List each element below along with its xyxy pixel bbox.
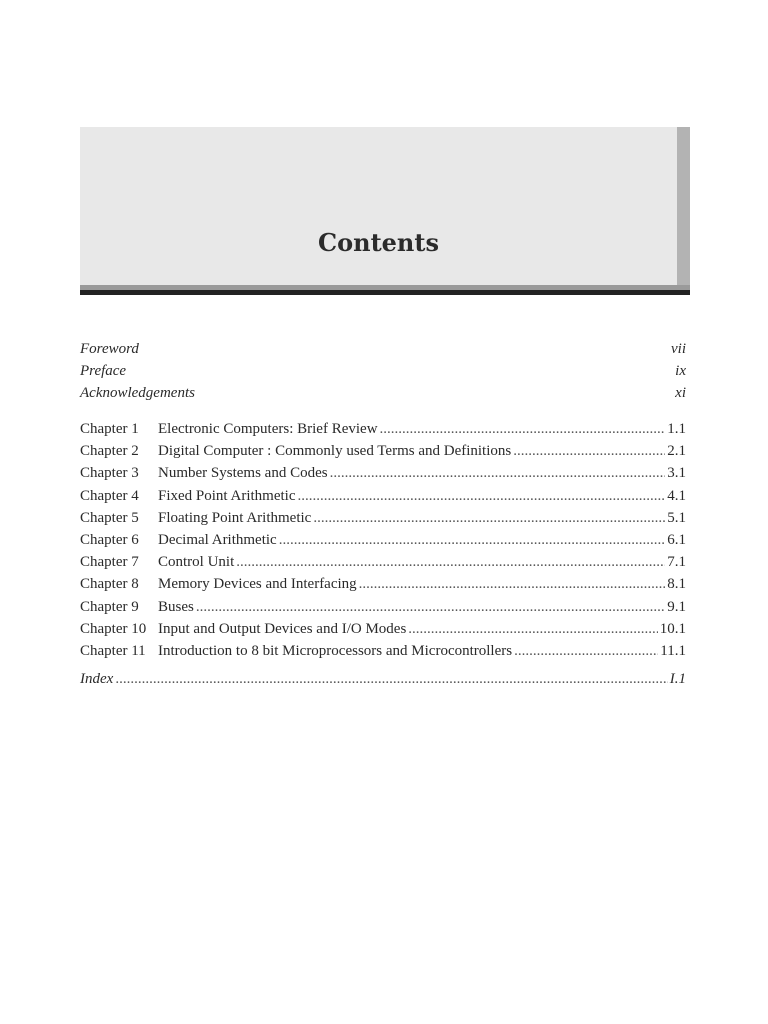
chapter-number: Chapter 1 [80,421,139,437]
dot-leader [115,668,667,690]
chapter-title: Memory Devices and Interfacing [158,576,357,593]
chapter-number: Chapter 4 [80,487,139,504]
toc-entry-chapter-7[interactable] [80,551,686,573]
toc-entry-chapter-9[interactable] [80,596,686,618]
chapter-page: 1.1 [667,421,686,437]
entry-page: xi [675,385,686,401]
toc-entry-chapter-2[interactable] [80,440,686,462]
toc-entry-chapter-4[interactable] [80,485,686,507]
dot-leader [359,573,666,595]
chapter-title: Fixed Point Arithmetic [158,487,296,504]
chapter-title: Number Systems and Codes [158,465,328,482]
dot-leader [313,507,665,529]
index-page: I.1 [669,671,686,687]
toc-entry-chapter-8[interactable] [80,573,686,595]
chapter-title: Electronic Computers: Brief Review [158,421,378,437]
chapter-number: Chapter 7 [80,554,139,571]
toc-entry-acknowledgements[interactable] [80,382,686,404]
chapter-number: Chapter 3 [80,465,139,482]
chapter-page: 2.1 [667,443,686,460]
dot-leader [279,529,666,551]
header-box-shadow [677,127,690,285]
chapter-title: Introduction to 8 bit Microprocessors and Microcontrollers [158,642,513,659]
chapter-page: 5.1 [667,509,686,526]
dot-leader [330,462,666,484]
chapter-title: Decimal Arithmetic [158,531,277,548]
toc-entry-chapter-1[interactable] [80,418,686,440]
chapter-page: 10.1 [659,620,686,637]
chapter-title: Digital Computer : Commonly used Terms and Definitions [158,443,512,460]
chapter-page: 8.1 [667,576,686,593]
chapter-page: 6.1 [667,531,686,548]
index-label: Index [80,671,114,687]
chapter-title: Input and Output Devices and I/O Modes [158,620,407,637]
toc-entry-chapter-3[interactable] [80,462,686,484]
dot-leader [408,618,657,640]
toc-entry-foreword[interactable] [80,338,686,360]
page-title: Contents [318,228,439,257]
chapter-page: 9.1 [667,598,686,615]
header-box [80,127,677,285]
toc-entry-chapter-10[interactable] [80,618,686,640]
chapter-number: Chapter 6 [80,531,139,548]
dot-leader [196,596,665,618]
entry-label: Acknowledgements [80,385,195,401]
toc-entry-chapter-5[interactable] [80,507,686,529]
entry-page: vii [671,341,686,357]
chapter-number: Chapter 11 [80,642,146,659]
chapter-number: Chapter 8 [80,576,139,593]
dot-leader [380,418,666,440]
toc-entry-chapter-11[interactable] [80,640,686,662]
toc-entry-index[interactable] [80,668,686,690]
chapter-number: Chapter 5 [80,509,139,526]
toc-entry-preface[interactable] [80,360,686,382]
entry-label: Foreword [80,341,139,357]
entry-page: ix [675,363,686,379]
chapter-title: Buses [158,598,194,615]
index-list [80,668,686,690]
dot-leader [298,485,666,507]
chapter-title: Control Unit [158,554,235,571]
chapter-title: Floating Point Arithmetic [158,509,312,526]
dot-leader [513,440,665,462]
chapter-number: Chapter 2 [80,443,139,460]
chapter-page: 11.1 [660,642,686,659]
front-matter-list [80,338,686,404]
chapter-list [80,418,686,662]
toc-entry-chapter-6[interactable] [80,529,686,551]
dot-leader [236,551,665,573]
chapter-number: Chapter 10 [80,620,147,637]
chapter-page: 4.1 [667,487,686,504]
chapter-number: Chapter 9 [80,598,139,615]
dot-leader [514,640,658,662]
chapter-page: 3.1 [667,465,686,482]
chapter-page: 7.1 [667,554,686,571]
header-rule-dark [80,290,690,295]
entry-label: Preface [80,363,127,379]
